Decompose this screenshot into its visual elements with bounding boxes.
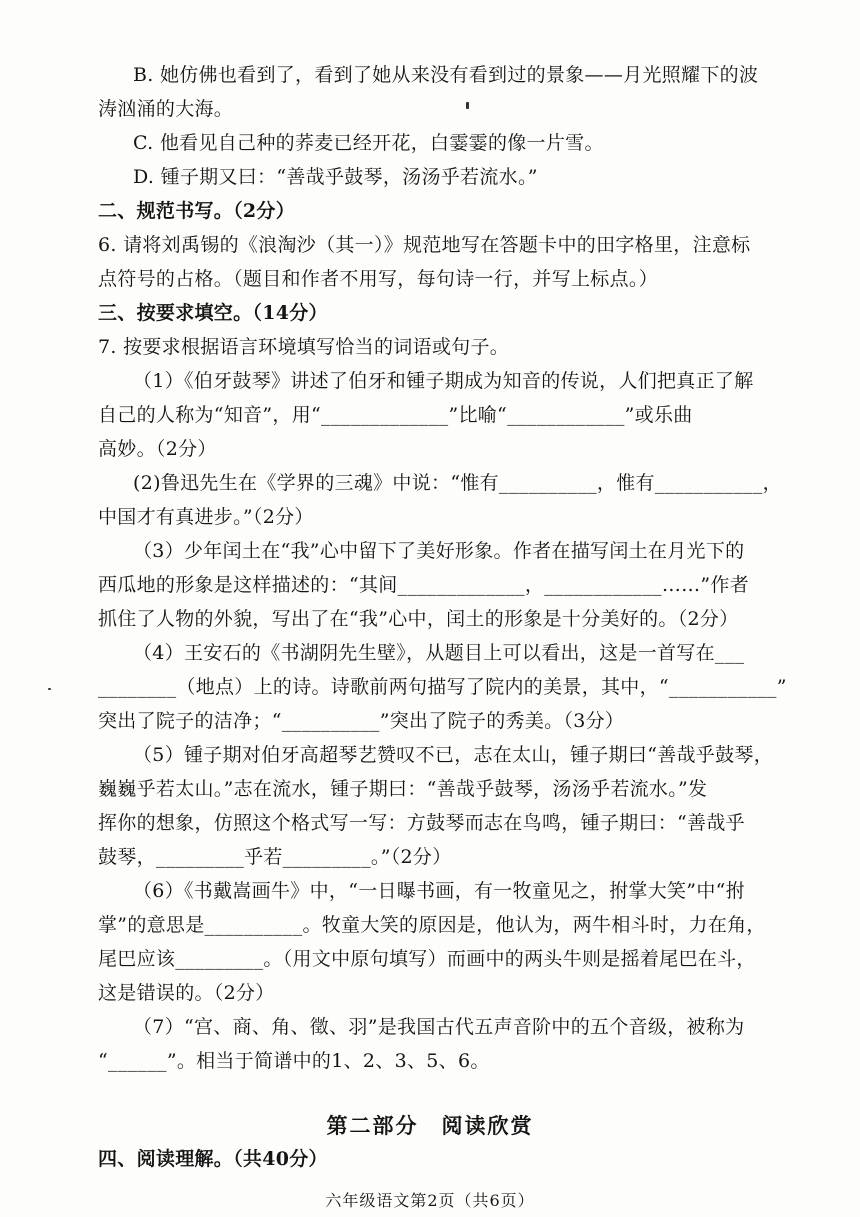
q7-6-line-1: （6）《书戴嵩画牛》中，“一日曝书画，有一牧童见之，拊掌大笑”中“拊	[133, 880, 745, 902]
q7-5-line-2: 巍巍乎若太山。”志在流水，锺子期曰：“善哉乎鼓琴，汤汤乎若流水。”发	[98, 778, 708, 800]
scan-speck	[466, 102, 469, 109]
q7-5-line-1: （5）锺子期对伯牙高超琴艺赞叹不已，志在太山，锺子期曰“善哉乎鼓琴，	[133, 744, 774, 766]
section-3-heading: 三、按要求填空。（14分）	[98, 302, 328, 324]
q7-6-line-3: 尾巴应该_________。（用文中原句填写）而画中的两头牛则是摇着尾巴在斗，	[98, 948, 756, 970]
q7-4-line-3: 突出了院子的洁净；“__________”突出了院子的秀美。（3分）	[98, 710, 625, 732]
q7-intro: 7. 按要求根据语言环境填写恰当的词语或句子。	[98, 336, 510, 358]
q7-6-line-4: 这是错误的。（2分）	[98, 982, 275, 1004]
q6-line-2: 点符号的占格。（题目和作者不用写，每句诗一行，并写上标点。）	[98, 268, 659, 290]
q7-2-line-2: 中国才有真进步。”（2分）	[98, 506, 314, 528]
option-c: C. 他看见自己种的荞麦已经开花，白霎霎的像一片雪。	[133, 132, 604, 154]
q7-2-line-1: (2)鲁迅先生在《学界的三魂》中说：“惟有__________，惟有___________，	[133, 472, 782, 494]
q6-line-1: 6. 请将刘禹锡的《浪淘沙（其一）》规范地写在答题卡中的田字格里，注意标	[98, 234, 751, 256]
part-2-title: 第二部分 阅读欣赏	[326, 1113, 534, 1138]
q7-6-line-2: 掌”的意思是__________。牧童大笑的原因是，他认为，两牛相斗时，力在角，	[98, 914, 766, 936]
option-b-line-2: 涛汹涌的大海。	[98, 98, 234, 120]
scan-speck	[48, 688, 51, 690]
q7-1-line-3: 高妙。（2分）	[98, 438, 217, 460]
q7-3-line-3: 抓住了人物的外貌，写出了在“我”心中，闰土的形象是十分美好的。（2分）	[98, 608, 739, 630]
section-4-heading: 四、阅读理解。（共40分）	[98, 1148, 328, 1170]
q7-7-line-1: （7）“宫、商、角、徵、羽”是我国古代五声音阶中的五个音级，被称为	[133, 1016, 745, 1038]
q7-4-line-2: ________（地点）上的诗。诗歌前两句描写了院内的美景，其中，“___________”	[98, 676, 787, 698]
q7-7-line-2: “______”。相当于简谱中的1、2、3、5、6。	[98, 1050, 490, 1072]
page-footer: 六年级语文第2页（共6页）	[325, 1191, 535, 1210]
q7-3-line-2: 西瓜地的形象是这样描述的：“其间_____________，____________……”作者	[98, 574, 750, 596]
q7-1-line-1: （1）《伯牙鼓琴》讲述了伯牙和锺子期成为知音的传说，人们把真正了解	[133, 370, 754, 392]
q7-5-line-3: 挥你的想象，仿照这个格式写一写：方鼓琴而志在鸟鸣，锺子期曰：“善哉乎	[98, 812, 745, 834]
q7-3-line-1: （3）少年闰土在“我”心中留下了美好形象。作者在描写闰土在月光下的	[133, 540, 745, 562]
q7-1-line-2: 自己的人称为“知音”，用“_____________”比喻“____________”或乐曲	[98, 404, 693, 426]
option-b-line-1: B. 她仿佛也看到了，看到了她从来没有看到过的景象——月光照耀下的波	[133, 64, 759, 86]
q7-4-line-1: （4）王安石的《书湖阴先生壁》，从题目上可以看出，这是一首写在___	[133, 642, 745, 664]
q7-5-line-4: 鼓琴，_________乎若_________。”（2分）	[98, 846, 452, 868]
option-d: D. 锺子期又曰：“善哉乎鼓琴，汤汤乎若流水。”	[133, 166, 538, 188]
section-2-heading: 二、规范书写。（2分）	[98, 200, 296, 222]
